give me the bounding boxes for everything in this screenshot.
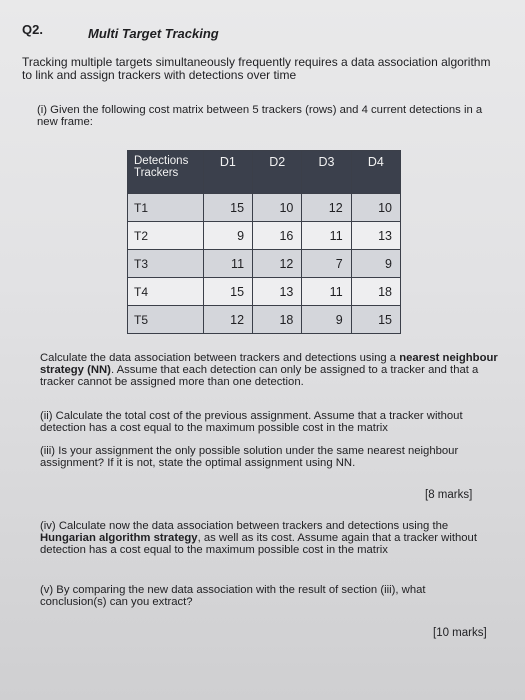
corner-trackers-label: Trackers bbox=[134, 167, 179, 179]
cost-cell: 16 bbox=[253, 222, 302, 250]
nn-task-lead: Calculate the data association between trackers and detections using a bbox=[40, 352, 400, 364]
cost-cell: 9 bbox=[302, 306, 351, 334]
cost-matrix-corner bbox=[128, 151, 204, 194]
cost-cell: 11 bbox=[302, 222, 351, 250]
question-number: Q2. bbox=[22, 22, 43, 37]
cost-cell: 15 bbox=[203, 278, 252, 306]
cost-cell: 11 bbox=[203, 250, 252, 278]
cost-cell: 15 bbox=[351, 306, 400, 334]
row-label: T4 bbox=[128, 278, 204, 306]
corner-detections-label: Detections bbox=[134, 155, 189, 167]
cost-cell: 7 bbox=[302, 250, 351, 278]
cost-cell: 18 bbox=[351, 278, 400, 306]
cost-cell: 18 bbox=[253, 306, 302, 334]
cost-cell: 11 bbox=[302, 278, 351, 306]
table-row bbox=[128, 250, 401, 278]
cost-cell: 10 bbox=[253, 194, 302, 222]
intro-paragraph: Tracking multiple targets simultaneously frequently requires a data association algorithm to link and assign trackers with detections over time bbox=[22, 55, 491, 82]
part-iv-tail: , as well as its cost. Assume again that a tracker without detection has a cost equal to the maximum possible cost in the matrix bbox=[40, 532, 477, 556]
table-row bbox=[128, 306, 401, 334]
table-row bbox=[128, 194, 401, 222]
cost-matrix-header-row bbox=[128, 151, 401, 194]
part-iii-text: (iii) Is your assignment the only possible solution under the same nearest neighbour assignment? If it is not, state the optimal assignment using NN. bbox=[40, 445, 459, 469]
cost-cell: 12 bbox=[302, 194, 351, 222]
cost-cell: 15 bbox=[203, 194, 252, 222]
nn-task-bold: nearest neighbour strategy (NN) bbox=[40, 352, 498, 376]
nn-task-paragraph bbox=[40, 352, 510, 388]
cost-cell: 13 bbox=[253, 278, 302, 306]
marks-label-2: [10 marks] bbox=[433, 627, 487, 639]
nn-task-tail: . Assume that each detection can only be assigned to a tracker and that a tracker cannot be assigned more than one detection. bbox=[40, 364, 479, 388]
part-v-text: (v) By comparing the new data association with the result of section (iii), what conclusion(s) can you extract? bbox=[40, 584, 426, 608]
table-row bbox=[128, 278, 401, 306]
part-i-text: (i) Given the following cost matrix between 5 trackers (rows) and 4 current detections in a new frame: bbox=[37, 104, 483, 128]
cost-cell: 13 bbox=[351, 222, 400, 250]
row-label: T5 bbox=[128, 306, 204, 334]
row-label: T2 bbox=[128, 222, 204, 250]
column-header-d3: D3 bbox=[302, 151, 351, 194]
cost-cell: 12 bbox=[253, 250, 302, 278]
cost-cell: 10 bbox=[351, 194, 400, 222]
part-iv-paragraph bbox=[40, 520, 490, 556]
cost-matrix-table bbox=[127, 150, 401, 334]
row-label: T1 bbox=[128, 194, 204, 222]
part-iv-bold: Hungarian algorithm strategy bbox=[40, 532, 198, 544]
table-row bbox=[128, 222, 401, 250]
row-label: T3 bbox=[128, 250, 204, 278]
cost-cell: 12 bbox=[203, 306, 252, 334]
part-ii-text: (ii) Calculate the total cost of the previous assignment. Assume that a tracker without detection has a cost equal to the maximum possible cost in the matrix bbox=[40, 410, 463, 434]
marks-label-1: [8 marks] bbox=[425, 489, 473, 501]
question-title: Multi Target Tracking bbox=[88, 26, 219, 41]
column-header-d4: D4 bbox=[351, 151, 400, 194]
column-header-d1: D1 bbox=[203, 151, 252, 194]
column-header-d2: D2 bbox=[253, 151, 302, 194]
cost-cell: 9 bbox=[203, 222, 252, 250]
part-iv-lead: (iv) Calculate now the data association between trackers and detections using the bbox=[40, 520, 449, 532]
cost-cell: 9 bbox=[351, 250, 400, 278]
